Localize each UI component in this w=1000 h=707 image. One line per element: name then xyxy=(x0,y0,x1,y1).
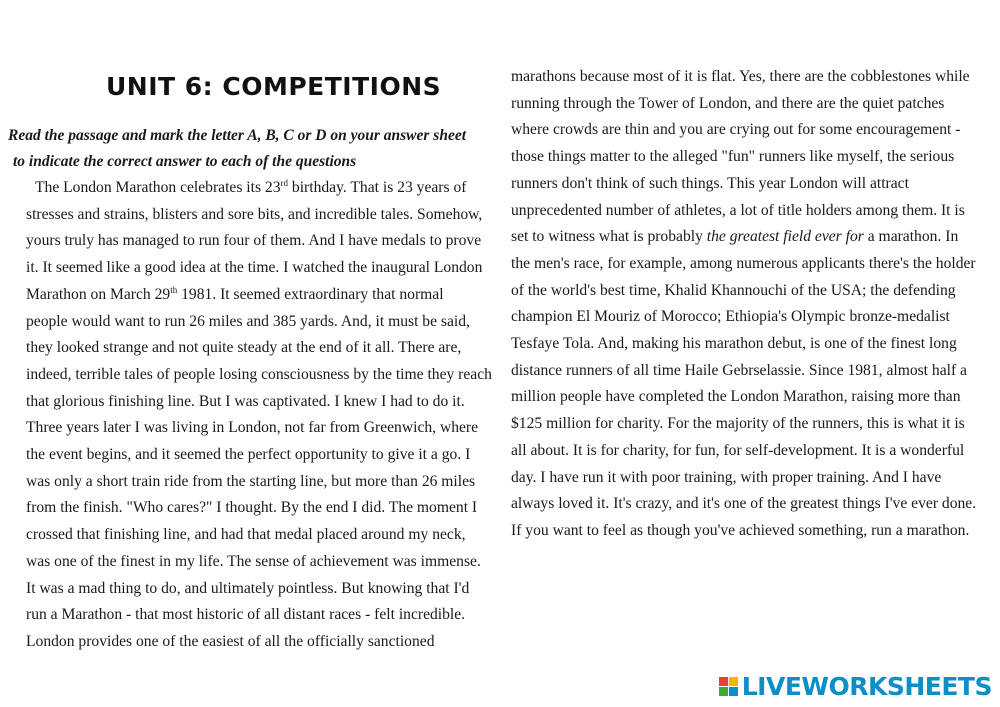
passage-line: distance runners of all time Haile Gebrselassie. Since 1981, almost half a xyxy=(511,361,967,379)
logo-block xyxy=(719,677,728,686)
passage-line: was only a short train ride from the starting line, but more than 26 miles xyxy=(26,472,476,490)
passage-line: million people have completed the London Marathon, raising more than xyxy=(511,388,961,406)
logo-block xyxy=(729,677,738,686)
instructions xyxy=(8,123,498,175)
passage-line: it. It seemed like a good idea at the time. I watched the inaugural London xyxy=(26,259,483,277)
passage-line: Tesfaye Tola. And, making his marathon debut, is one of the finest long xyxy=(511,335,957,353)
passage-line: always loved it. It's crazy, and it's one of the greatest things I've ever done. xyxy=(511,495,977,513)
passage-line: of the world's best time, Khalid Khannouchi of the USA; the defending xyxy=(511,281,956,299)
passage-left-column xyxy=(26,175,492,656)
passage-line: It was a mad thing to do, and ultimately pointless. But knowing that I'd xyxy=(26,579,470,597)
passage-line: The London Marathon celebrates its 23rd birthday. That is 23 years of xyxy=(35,178,467,196)
instruction-line: to indicate the correct answer to each of the questions xyxy=(13,153,357,170)
passage-line: yours truly has managed to run four of them. And I have medals to prove xyxy=(26,232,482,250)
logo-text: LIVEWORKSHEETS xyxy=(741,671,992,701)
passage-line: If you want to feel as though you've achieved something, run a marathon. xyxy=(511,521,970,539)
passage-line: runners don't think of such things. This year London will attract xyxy=(511,174,909,192)
logo-block xyxy=(719,687,728,696)
passage-line: marathons because most of it is flat. Yes, there are the cobblestones while xyxy=(511,68,970,85)
passage-line: the men's race, for example, among numerous applicants there's the holder xyxy=(511,254,976,272)
passage-line: indeed, terrible tales of people losing consciousness by the time they reach xyxy=(26,365,492,383)
passage-line: running through the Tower of London, and there are the quiet patches xyxy=(511,94,945,112)
passage-line: stresses and strains, blisters and sore bits, and incredible tales. Somehow, xyxy=(26,205,483,223)
passage-line: they looked strange and not quite steady at the end of it all. There are, xyxy=(26,339,462,357)
passage-line: those things matter to the alleged "fun" runners like myself, the serious xyxy=(511,148,955,166)
passage-line: Three years later I was living in London, not far from Greenwich, where xyxy=(26,419,479,437)
passage-line: champion El Mouriz of Morocco; Ethiopia's Olympic bronze-medalist xyxy=(511,308,950,326)
passage-line: unprecedented number of athletes, a lot of title holders among them. It is xyxy=(511,201,965,219)
passage-line: from the finish. "Who cares?" I thought. By the end I did. The moment I xyxy=(26,499,478,517)
passage-line: all about. It is for charity, for fun, for self-development. It is a wonderful xyxy=(511,441,965,459)
liveworksheets-logo[interactable] xyxy=(719,671,992,701)
passage-line: $125 million for charity. For the majority of the runners, this is what it is xyxy=(511,415,965,433)
passage-line: run a Marathon - that most historic of all distant races - felt incredible. xyxy=(26,606,466,624)
passage-line: the event begins, and it seemed the perfect opportunity to give it a go. I xyxy=(26,446,471,464)
passage-line: Marathon on March 29th 1981. It seemed extraordinary that normal xyxy=(26,284,444,303)
passage-right-column xyxy=(511,64,976,545)
page-title: UNIT 6: COMPETITIONS xyxy=(106,72,442,101)
passage-line: crossed that finishing line, and had that medal placed around my neck, xyxy=(26,526,466,544)
passage-line: London provides one of the easiest of all the officially sanctioned xyxy=(26,632,435,650)
passage-line: where crowds are thin and you are crying out for some encouragement - xyxy=(511,121,961,139)
logo-block xyxy=(729,687,738,696)
passage-line: that glorious finishing line. But I was captivated. I knew I had to do it. xyxy=(26,392,465,410)
logo-icon xyxy=(719,677,738,696)
passage-line: day. I have run it with poor training, with proper training. And I have xyxy=(511,468,942,486)
instruction-line: Read the passage and mark the letter A, B, C or D on your answer sheet xyxy=(8,127,467,144)
passage-line: people would want to run 26 miles and 385 yards. And, it must be said, xyxy=(26,312,470,330)
passage-line: set to witness what is probably the greatest field ever for a marathon. In xyxy=(511,228,959,246)
passage-line: was one of the finest in my life. The sense of achievement was immense. xyxy=(26,552,481,570)
